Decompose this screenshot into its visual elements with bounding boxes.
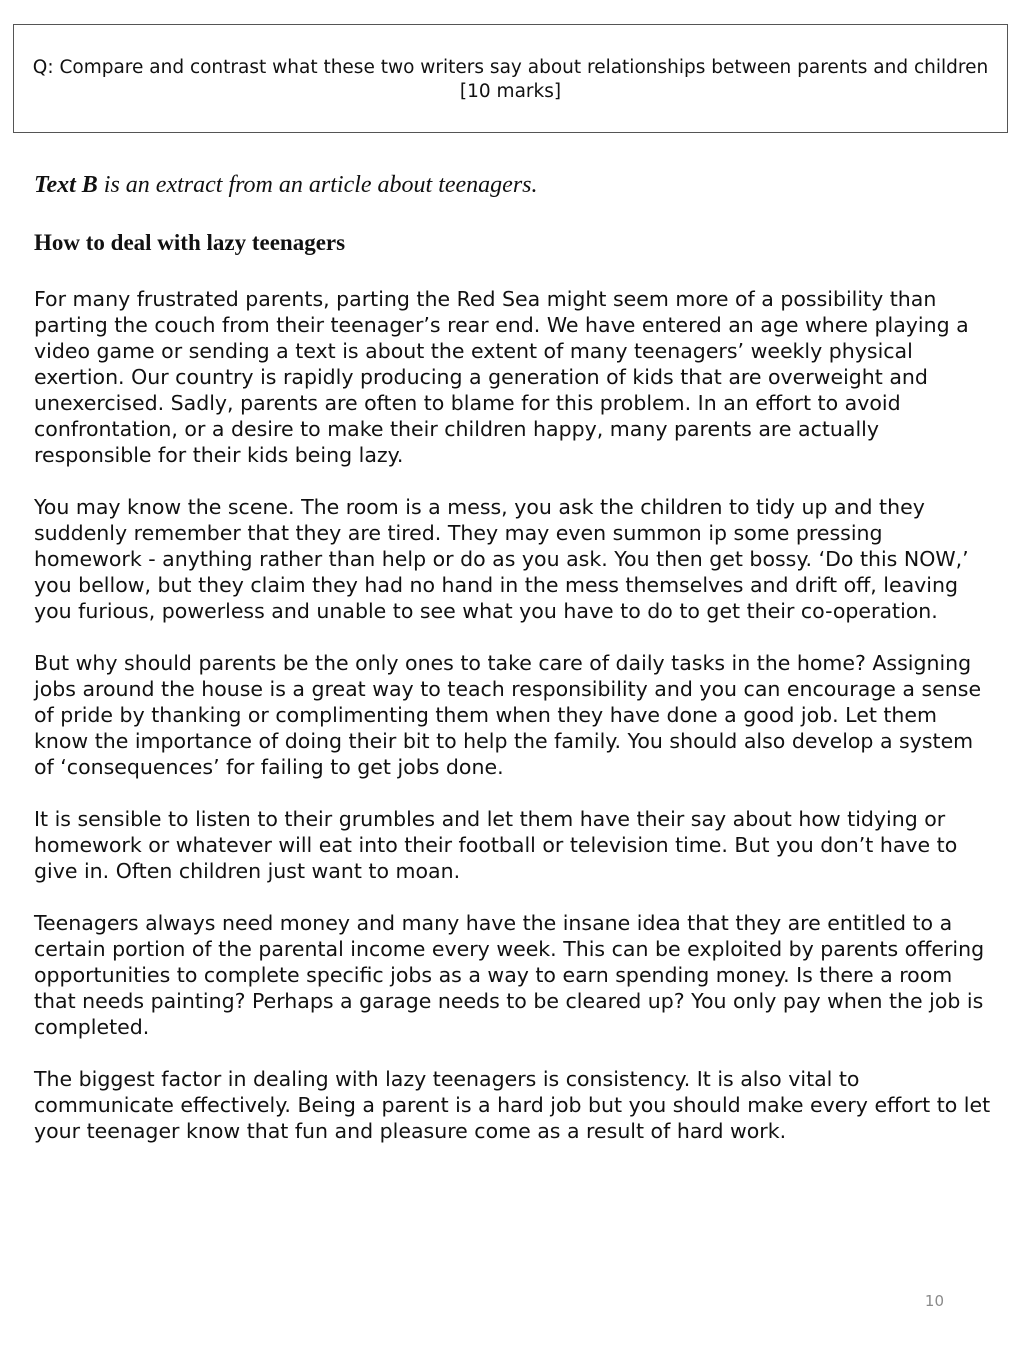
- article-body: [34, 286, 992, 1170]
- article-paragraph: But why should parents be the only ones to take care of daily tasks in the home? Assigning jobs around the house is a great way to teach responsibility and you can encourage a sense of pride by thanking or complimenting them when they have done a good job. Let them know the importance of doing their bit to help the family. You should also develop a system of ‘consequences’ for failing to get jobs done.: [34, 651, 982, 779]
- text-label: Text B: [34, 172, 98, 198]
- article-paragraph: The biggest factor in dealing with lazy teenagers is consistency. It is also vital to communicate effectively. Being a parent is a hard job but you should make every effort to let your teenager know that fun and pleasure come as a result of hard work.: [34, 1067, 991, 1143]
- question-box: [13, 24, 1008, 133]
- text-intro: [34, 170, 538, 200]
- question-text: Q: Compare and contrast what these two writers say about relationships between parents and children [10 marks]: [32, 56, 989, 102]
- article-paragraph: Teenagers always need money and many have the insane idea that they are entitled to a certain portion of the parental income every week. This can be exploited by parents offering opportunities to complete specific jobs as a way to earn spending money. Is there a room that needs painting? Perhaps a garage needs to be cleared up? You only pay when the job is completed.: [34, 911, 985, 1039]
- article-paragraph: For many frustrated parents, parting the Red Sea might seem more of a possibility than parting the couch from their teenager’s rear end. We have entered an age where playing a video game or sending a text is about the extent of many teenagers’ weekly physical exertion. Our country is rapidly producing a generation of kids that are overweight and unexercised. Sadly, parents are often to blame for this problem. In an effort to avoid confrontation, or a desire to make their children happy, many parents are actually responsible for their kids being lazy.: [34, 287, 969, 467]
- text-intro-description: is an extract from an article about teenagers.: [97, 172, 538, 198]
- article-paragraph: It is sensible to listen to their grumbles and let them have their say about how tidying or homework or whatever will eat into their football or television time. But you don’t have to give in. Often children just want to moan.: [34, 807, 958, 883]
- page-number: 10: [924, 1292, 944, 1310]
- article-title: How to deal with lazy teenagers: [34, 230, 346, 255]
- article-paragraph: You may know the scene. The room is a mess, you ask the children to tidy up and they suddenly remember that they are tired. They may even summon ip some pressing homework - anything rather than help or do as you ask. You then get bossy. ‘Do this NOW,’ you bellow, but they claim they had no hand in the mess themselves and drift off, leaving you furious, powerless and unable to see what you have to do to get their co-operation.: [34, 495, 969, 623]
